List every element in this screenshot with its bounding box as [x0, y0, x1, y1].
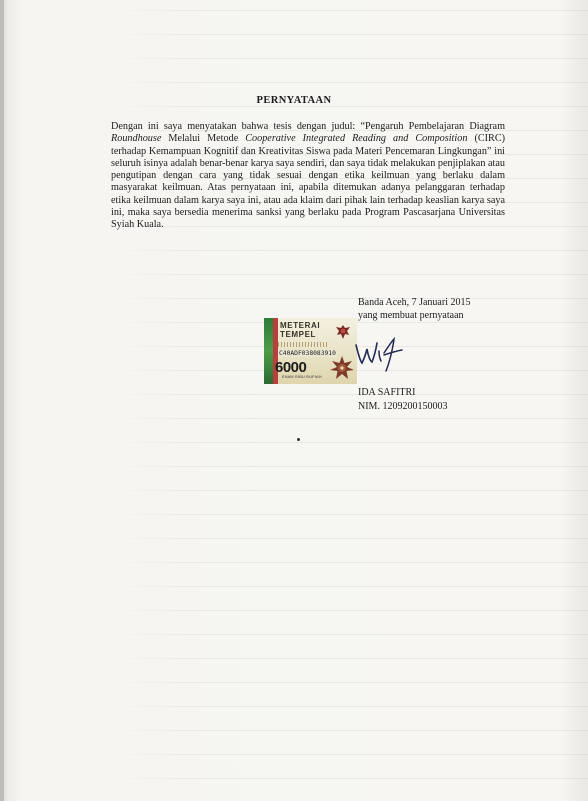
place-date: Banda Aceh, 7 Januari 2015 [358, 297, 471, 308]
maker-label: yang membuat pernyataan [358, 309, 464, 321]
stamp-word-line1: METERAI [280, 321, 321, 330]
statement-text-1: Dengan ini saya menyatakan bahwa tesis dengan judul: “Pengaruh Pembelajaran Diagram [111, 121, 505, 132]
signer-nim: NIM. 1209200150003 [358, 400, 448, 412]
handwritten-signature [346, 333, 412, 375]
signature-header [358, 297, 470, 322]
statement-italic-roundhouse: Roundhouse [111, 133, 162, 145]
stamp-amount-caption: ENAM RIBU RUPIAH [282, 375, 322, 379]
paper-speck [297, 438, 300, 441]
signer-name: IDA SAFITRI [358, 387, 416, 398]
signer-identity [358, 386, 447, 413]
statement-paragraph [111, 121, 505, 232]
statement-italic-method: Cooperative Integrated Reading and Composition [245, 133, 468, 145]
stamp-word-line2: TEMPEL [280, 330, 317, 339]
page-title: PERNYATAAN [256, 95, 332, 106]
statement-text-2: Melalui Metode [161, 133, 246, 145]
stamp-guilloche [278, 342, 328, 347]
stamp-serial: C40ADF038083910 [279, 350, 336, 357]
statement-text-3: (CIRC) terhadap Kemampuan Kognitif dan Kreativitas Siswa pada Materi Pencemaran Lingkungan” ini seluruh isinya adalah benar-benar karya saya sendiri, dan saya tidak melakukan penjiplakan atau pengutipan dengan cara yang tidak sesuai dengan etika keilmuan yang berlaku dalam masyarakat keilmuan. Atas pernyataan ini, apabila ditemukan adanya pelanggaran terhadap etika keilmuan dalam karya saya ini, atau ada klaim dari pihak lain terhadap keaslian karya saya ini, maka saya bersedia menerima sanksi yang berlaku pada Program Pascasarjana Universitas Syiah Kuala. [111, 133, 506, 231]
stamp-green-band [264, 318, 273, 384]
stamp-word [280, 321, 320, 339]
binding-shadow [0, 0, 4, 801]
duty-stamp [264, 318, 357, 384]
stamp-amount: 6000 [275, 359, 307, 376]
